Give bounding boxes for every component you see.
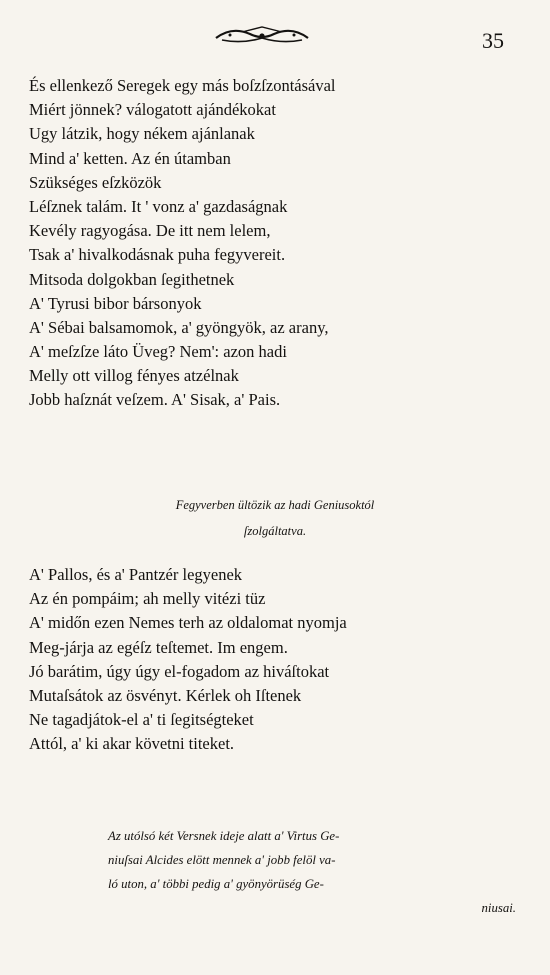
verse-line: Miért jönnek? válogatott ajándékokat bbox=[29, 100, 276, 120]
footnote-line: niuſsai Alcides elött mennek a' jobb felöl va- bbox=[108, 853, 336, 867]
verse-line: Ne tagadjátok-el a' ti ſegitségteket bbox=[29, 710, 254, 730]
verse-line: Melly ott villog fényes atzélnak bbox=[29, 366, 239, 386]
verse-line: Tsak a' hivalkodásnak puha fegyvereit. bbox=[29, 245, 286, 265]
footnote-line: ló uton, a' többi pedig a' gyönyörüség Ge- bbox=[108, 877, 324, 891]
printer-ornament bbox=[212, 24, 312, 46]
footnote-line: Az utólsó két Versnek ideje alatt a' Virtus Ge- bbox=[108, 829, 340, 843]
verse-line: Jó barátim, úgy úgy el-fogadom az hiváſtokat bbox=[29, 661, 330, 681]
verse-stanza-1 bbox=[29, 74, 336, 413]
footnote bbox=[108, 824, 516, 920]
verse-line: Szükséges eſzközök bbox=[29, 172, 162, 192]
verse-line: A' Tyrusi bibor bársonyok bbox=[29, 293, 202, 313]
verse-line: Jobb haſznát veſzem. A' Sisak, a' Pais. bbox=[29, 390, 281, 410]
verse-line: Meg-járja az egéſz teſtemet. Im engem. bbox=[29, 637, 288, 657]
verse-stanza-2 bbox=[29, 563, 347, 757]
verse-line: A' meſzſze láto Üveg? Nem': azon hadi bbox=[29, 342, 287, 362]
verse-line: Ugy látzik, hogy nékem ajánlanak bbox=[29, 124, 255, 144]
verse-line: A' Sébai balsamomok, a' gyöngyök, az arany, bbox=[29, 317, 329, 337]
verse-line: Mitsoda dolgokban ſegithetnek bbox=[29, 269, 235, 289]
stage-direction: ſzolgáltatva. bbox=[243, 524, 307, 538]
verse-line: Mind a' ketten. Az én útamban bbox=[29, 148, 231, 168]
verse-line: A' Pallos, és a' Pantzér legyenek bbox=[29, 565, 243, 584]
verse-line: Az én pompáim; ah melly vitézi tüz bbox=[29, 589, 266, 609]
verse-line: A' midőn ezen Nemes terh az oldalomat nyomja bbox=[29, 613, 347, 633]
verse-line: És ellenkező Seregek egy más boſzſzontásával bbox=[29, 76, 336, 95]
stage-direction: Fegyverben ültözik az hadi Geniusoktól bbox=[175, 498, 375, 512]
verse-line: Léſznek talám. It ' vonz a' gazdaságnak bbox=[29, 196, 288, 216]
page-number: 35 bbox=[482, 28, 504, 53]
verse-line: Attól, a' ki akar követni titeket. bbox=[29, 734, 235, 754]
verse-line: Kevély ragyogása. De itt nem lelem, bbox=[29, 221, 271, 241]
footnote-line: niusai. bbox=[481, 901, 516, 915]
verse-line: Mutaſsátok az ösvényt. Kérlek oh Iſtenek bbox=[29, 685, 302, 705]
